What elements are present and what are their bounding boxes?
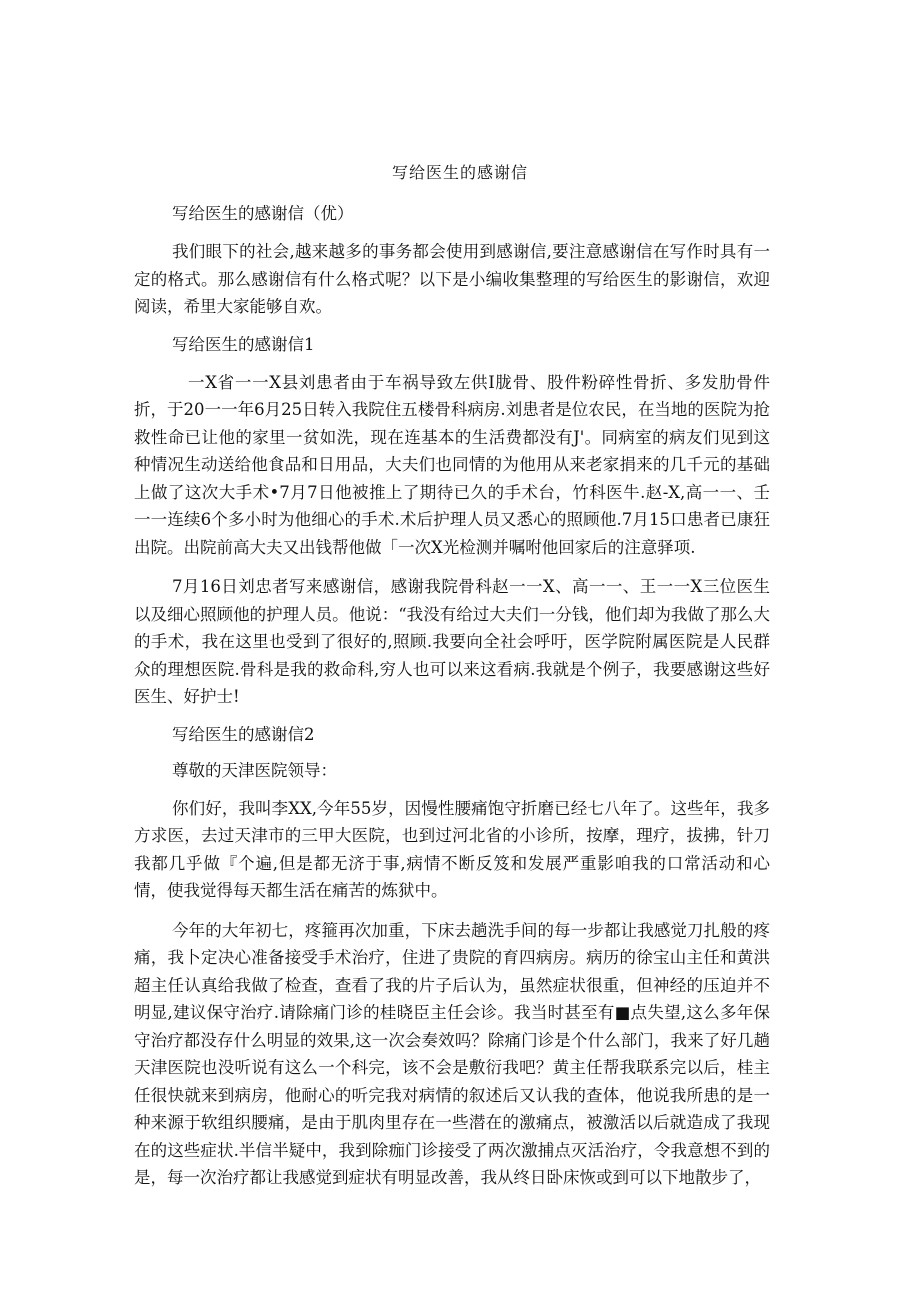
- paragraph: 7月16日刘忠者写来感谢信，感谢我院骨科赵一一X、高一一、王一一X三位医生以及细心照顾他的护理人员。他说：“我没有给过大夫们一分钱，他们却为我做了那么大的手术，我在这里也受到了很好的,照顾.我要向全社会呼吁，医学院附属医院是人民群众的理想医院.骨科是我的救命科,穷人也可以来这看病.我就是个例子，我要感谢这些好医生、好护士!: [134, 577, 770, 706]
- section-heading: 写给医生的感谢信2: [172, 724, 315, 744]
- paragraph: 今年的大年初七，疼箍再次加重，下床去趟洗手间的每一步都让我感觉刀扎般的疼痛，我卜定决心准备接受手术治疗，住进了贵院的育四病房。病历的徐宝山主任和黄洪超主任认真给我做了检查，查看了我的片子后认为，虽然症状很重，但神经的压迫并不明显,建议保守治疗.请除痛门诊的桂晓臣主任会诊。我当时甚至有■点失望,这么多年保守治疗都没存什么明显的效果,这一次会奏效吗？除痛门诊是个什么部门，我来了好几趟天津医院也没听说有这么一个科完，该不会是敷衍我吧？黄主任帮我联系完以后，桂主任很快就来到病房，他耐心的听完我对病情的叙述后又认我的查体，他说我所患的是一种来源于软组织腰痛，是由于肌肉里存在一些潜在的激痛点，被激活以后就造成了我现在的这些症状.半信半疑中，我到除痂门诊接受了两次激捕点灭活治疗，令我意想不到的是，每一次治疗都让我感觉到症状有明显改善，我从终日卧床恢或到可以下地散步了，: [134, 920, 770, 1187]
- section-heading: 写给医生的感谢信1: [172, 334, 315, 354]
- paragraph: 我们眼下的社会,越来越多的事务都会使用到感谢信,要注意感谢信在写作时具有一定的格式。那么感谢信有什么格式呢？以下是小编收集整理的写给医生的影谢信，欢迎阅读，希里大家能够自欢。: [134, 242, 770, 316]
- document-body: [134, 202, 770, 1204]
- paragraph: 一X省一一X县刘患者由于车祸导致左供I胧骨、股件粉碎性骨折、多发肋骨件折，于20一一年6月25日转入我院住五楼骨科病房.刘患者是位农民，在当地的医院为抢救性命已让他的家里一贫如洗，现在连基本的生活费都没有J'。同病室的病友们见到这种情况生动送给他食品和日用品，大夫们也同情的为他用从来老家捐来的几千元的基础上做了这次大手术•7月7日他被推上了期待已久的手术台，竹科医牛.赵-X,高一一、壬一一连续6个多小时为他细心的手术.术后护理人员又悉心的照顾他.7月15口患者已康狂出院。出院前高大夫又出钱帮他做「一次X光检测并嘱咐他回家后的注意驿项.: [134, 372, 770, 557]
- paragraph: 你们好，我叫李XX,今年55岁，因慢性腰痛饱守折磨已经七八年了。这些年，我多方求医，去过天津市的三甲大医院，也到过河北省的小诊所，按摩，理疗，拔拂，针刀我都几乎做『个遍,但是都无济于事,病情不断反笈和发展严重影咱我的口常活动和心情，使我觉得每天都生活在痛苦的炼狱中。: [134, 798, 770, 900]
- document-title: 写给医生的感谢信: [391, 163, 528, 182]
- salutation: 尊敬的天津医院领导：: [172, 760, 337, 780]
- section-heading: 写给医生的感谢信（优）: [172, 204, 354, 223]
